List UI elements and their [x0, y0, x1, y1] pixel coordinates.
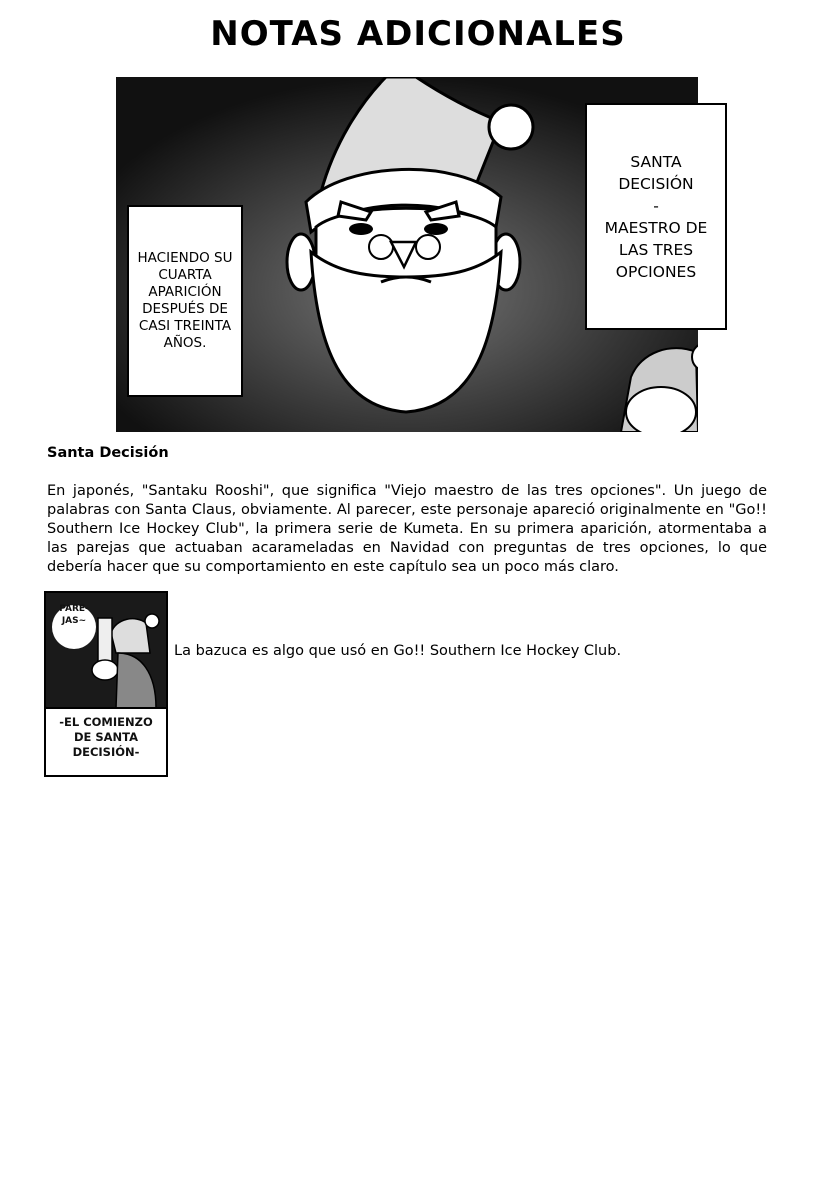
caption-left	[127, 205, 243, 397]
caption-right-line: SANTA	[630, 152, 682, 171]
caption-right-line: DECISIÓN	[618, 174, 694, 193]
caption-right-text	[605, 151, 708, 283]
thumbnail-caption-line: DECISIÓN-	[72, 745, 140, 759]
caption-right	[585, 103, 727, 330]
caption-right-line: MAESTRO DE	[604, 218, 708, 237]
section-paragraph: En japonés, "Santaku Rooshi", que significa "Viejo maestro de las tres opciones". Un juego de palabras con Santa Claus, obviamente. Al parecer, este personaje apareció originalmente en "Go!! Southern Ice Hockey Club", la primera serie de Kumeta. En su primera aparición, atormentaba a las parejas que actuaban acarameladas en Navidad con preguntas de tres opciones, lo que debería hacer que su comportamiento en este capítulo sea un poco más claro.	[47, 483, 767, 575]
thumbnail-caption-line: DE SANTA	[73, 730, 139, 744]
page-title: NOTAS ADICIONALES	[210, 14, 626, 54]
thumbnail-caption-line: -EL COMIENZO	[59, 715, 153, 729]
caption-right-line: OPCIONES	[615, 262, 697, 281]
caption-right-line: -	[653, 196, 659, 215]
caption-left-text: HACIENDO SU CUARTA APARICIÓN DESPUÉS DE CASI TREINTA AÑOS.	[137, 250, 233, 351]
section-heading: Santa Decisión	[47, 445, 169, 461]
thumbnail-caption	[46, 715, 166, 760]
bazooka-thumbnail	[44, 591, 168, 777]
bazooka-note: La bazuca es algo que usó en Go!! Southern Ice Hockey Club.	[174, 643, 622, 659]
caption-right-line: LAS TRES	[618, 240, 694, 259]
thumbnail-bubble-text: PARE- JAS~	[59, 604, 89, 626]
